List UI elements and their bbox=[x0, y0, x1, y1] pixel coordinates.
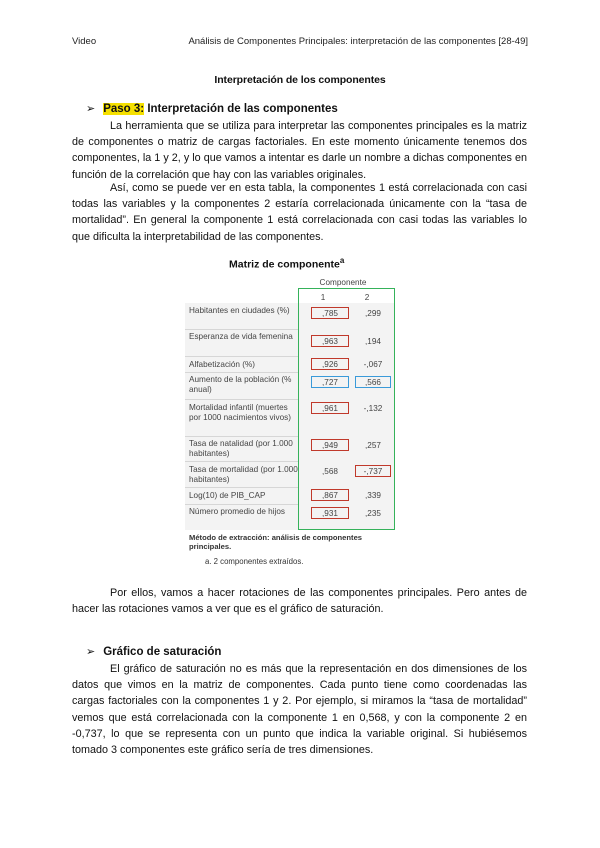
cell-c2: ,339 bbox=[365, 491, 381, 500]
cell-c2: ,257 bbox=[365, 441, 381, 450]
paragraph-2-text: Así, como se puede ver en esta tabla, la componentes 1 está correlacionada con casi todas las variables y la componentes 2 estaría correlacionada únicamente con la “tasa de mortalidad”. En general la componente 1 está correlacionada con casi todas las variables lo que dificulta la interpretabilidad de las componentes. bbox=[72, 182, 527, 243]
cell-c2: ,566 bbox=[365, 378, 381, 387]
cell-c2: -,737 bbox=[363, 467, 383, 476]
component-matrix-table bbox=[185, 276, 400, 566]
header-left: Video bbox=[72, 36, 97, 47]
cell-c2: ,194 bbox=[365, 337, 381, 346]
cell-c1: ,949 bbox=[322, 441, 338, 450]
row-separator bbox=[185, 356, 298, 357]
cell-c1: ,926 bbox=[322, 360, 338, 369]
cell-c2: -,067 bbox=[363, 360, 383, 369]
column-header-1: 1 bbox=[320, 293, 326, 302]
cell-c1: ,727 bbox=[322, 378, 338, 387]
paragraph-4 bbox=[72, 661, 527, 758]
paragraph-3 bbox=[72, 585, 527, 617]
section-heading-grafico bbox=[86, 645, 221, 658]
heading-text: Interpretación de las componentes bbox=[144, 103, 338, 115]
row-label: Aumento de la población (% anual) bbox=[189, 375, 292, 394]
cell-c1: ,931 bbox=[322, 509, 338, 518]
cell-c1: ,961 bbox=[322, 404, 338, 413]
paragraph-4-text: El gráfico de saturación no es más que la representación en dos dimensiones de los datos que vimos en la matriz de componentes. Cada punto tiene como coordenadas las cargas factoriales con la componentes 1 y 2. Por ejemplo, si miramos la “tasa de mortalidad” vemos que está correlacionada con la componente 1 en 0,568, y con la componente 2 en -0,737, lo que se representa con un punto que indica la variable original. Si hubiésemos tomado 3 componentes este gráfico sería de tres dimensiones. bbox=[72, 663, 527, 757]
row-separator bbox=[185, 329, 298, 330]
row-label: Log(10) de PIB_CAP bbox=[189, 491, 266, 500]
row-label: Esperanza de vida femenina bbox=[189, 332, 293, 341]
cell-c1: ,568 bbox=[322, 467, 338, 476]
cell-c1: ,785 bbox=[322, 309, 338, 318]
cell-c1: ,867 bbox=[322, 491, 338, 500]
highlight-box-green bbox=[298, 288, 395, 530]
cell-c1: ,963 bbox=[322, 337, 338, 346]
arrow-bullet-icon: ➢ bbox=[86, 103, 96, 115]
row-separator bbox=[185, 436, 298, 437]
paragraph-1-text: La herramienta que se utiliza para interpretar las componentes principales es la matriz de componentes o matriz de cargas factoriales. En este momento únicamente tenemos dos componentes, la 1 y 2, y lo que vamos a intentar es darle un nombre a dichas componentes en función de la correlación que hay con las variables originales. bbox=[72, 120, 527, 181]
group-header: Componente bbox=[319, 278, 367, 287]
row-separator bbox=[185, 399, 298, 400]
matrix-title: Matriz de componente$^a$ bbox=[229, 256, 345, 271]
document-title: Interpretación de los componentes bbox=[214, 74, 386, 86]
cell-c2: -,132 bbox=[363, 404, 383, 413]
section-heading-paso3 bbox=[86, 102, 338, 115]
row-separator bbox=[185, 461, 298, 462]
row-label: Habitantes en ciudades (%) bbox=[189, 306, 290, 315]
paragraph-1 bbox=[72, 118, 527, 183]
paragraph-3-text: Por ellos, vamos a hacer rotaciones de las componentes principales. Pero antes de hacer las rotaciones vamos a ver que es el gráfico de saturación. bbox=[72, 587, 527, 616]
highlighted-label: Paso 3: bbox=[103, 103, 145, 115]
row-label: Alfabetización (%) bbox=[189, 360, 255, 369]
page-header bbox=[72, 36, 528, 50]
row-label: Mortalidad infantil (muertes por 1000 nacimientos vivos) bbox=[189, 403, 291, 422]
row-separator bbox=[185, 504, 298, 505]
column-header-2: 2 bbox=[364, 293, 370, 302]
row-label: Tasa de mortalidad (por 1.000 habitantes) bbox=[189, 465, 298, 484]
heading-text: Gráfico de saturación bbox=[103, 646, 222, 658]
table-footnote-method: Método de extracción: análisis de componentes principales. bbox=[189, 533, 363, 551]
cell-c2: ,299 bbox=[365, 309, 381, 318]
paragraph-2 bbox=[72, 180, 527, 245]
arrow-bullet-icon: ➢ bbox=[86, 646, 96, 658]
row-separator bbox=[185, 372, 298, 373]
row-separator bbox=[185, 487, 298, 488]
table-footnote-a: a. 2 componentes extraídos. bbox=[205, 557, 304, 566]
row-label: Tasa de natalidad (por 1.000 habitantes) bbox=[189, 439, 293, 458]
header-right: Análisis de Componentes Principales: interpretación de las componentes [28-49] bbox=[188, 36, 528, 47]
row-label: Número promedio de hijos bbox=[189, 507, 286, 516]
cell-c2: ,235 bbox=[365, 509, 381, 518]
